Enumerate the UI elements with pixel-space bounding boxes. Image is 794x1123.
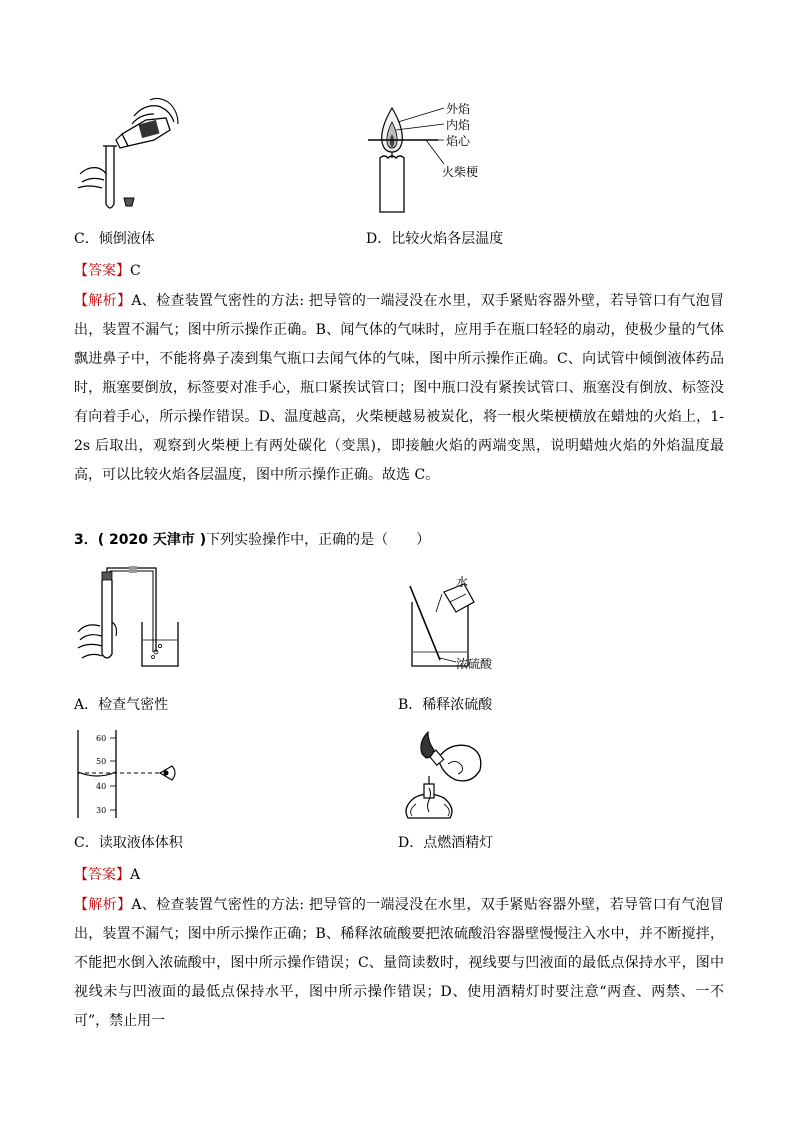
label-inner-flame: 内焰 [446,118,471,132]
question-stem: 下列实验操作中，正确的是（ ） [206,532,431,548]
answer-tag: 【答案】 [74,867,130,883]
q3-answer [74,866,140,884]
tick-50: 50 [96,757,107,766]
analysis-tag: 【解析】 [74,293,132,309]
label-water: 水 [456,575,469,589]
figure-read-volume [74,728,184,820]
label-conc-acid: 浓硫酸 [456,657,493,671]
figure-dilute-acid [400,572,510,672]
label-outer-flame: 外焰 [446,102,471,116]
figure-alcohol-lamp [398,728,508,824]
answer-value: A [130,867,141,883]
analysis-text: A、检查装置气密性的方法: 把导管的一端浸没在水里，双手紧贴容器外壁，若导管口有气泡冒出，装置不漏气；图中所示操作正确。B、闻气体的气味时，应用手在瓶口轻轻的扇动，使极少量的气体飘进鼻子中，不能将鼻子凑到集气瓶口去闻气体的气味，图中所示操作正确。C、向试管中倾倒液体药品时，瓶塞要倒放，标签要对准手心，瓶口紧挨试管口；图中瓶口没有紧挨试管口、瓶塞没有倒放、标签没有向着手心，所示操作错误。D、温度越高，火柴梗越易被炭化，将一根火柴梗横放在蜡烛的火焰上，1-2s 后取出，观察到火柴梗上有两处碳化（变黑)，即接触火焰的两端变黑，说明蜡烛火焰的外焰温度最高，可以比较火焰各层温度，图中所示操作正确。故选 C。 [74,293,724,483]
figure-candle-flame [366,100,496,218]
figure-a-caption: A．检查气密性 [74,697,169,713]
tick-30: 30 [96,806,107,815]
tick-60: 60 [96,734,107,743]
label-flame-core: 焰心 [446,134,471,148]
figure-c-caption: C．倾倒液体 [74,231,155,247]
answer-value: C [130,263,141,279]
q2-answer [74,262,141,280]
question-number: 3． [74,532,98,548]
figure-d-caption: D．比较火焰各层温度 [366,231,504,247]
figure-pour-liquid [74,96,184,216]
tick-40: 40 [96,782,107,791]
figure-c2-caption: C．读取液体体积 [74,835,183,851]
figure-airtightness [74,566,184,676]
analysis-text: A、检查装置气密性的方法: 把导管的一端浸没在水里，双手紧贴容器外壁，若导管口有气泡冒出，装置不漏气；图中所示操作正确；B、稀释浓硫酸要把浓硫酸沿容器壁慢慢注入水中，并不断搅拌，不能把水倒入浓硫酸中，图中所示操作错误；C、量筒读数时，视线要与凹液面的最低点保持水平，图中视线未与凹液面的最低点保持水平，图中所示操作错误；D、使用酒精灯时要注意“两查、两禁、一不可”，禁止用一 [74,897,724,1029]
q2-analysis [74,287,724,490]
figure-d2-caption: D．点燃酒精灯 [398,835,494,851]
answer-tag: 【答案】 [74,263,130,279]
q3-analysis [74,891,724,1036]
analysis-tag: 【解析】 [74,897,132,913]
figure-b-caption: B．稀释浓硫酸 [398,697,493,713]
question-source: ( 2020 天津市 ) [97,532,207,548]
q3-question [74,531,430,549]
label-match-stick: 火柴梗 [442,165,479,179]
